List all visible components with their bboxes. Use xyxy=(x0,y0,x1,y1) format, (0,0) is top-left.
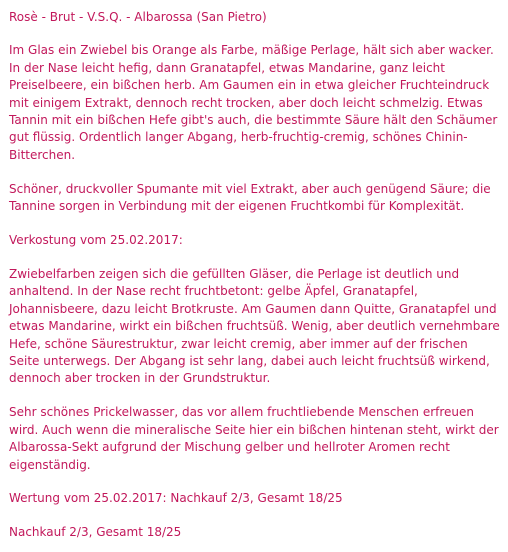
tasting-paragraph-2: Zwiebelfarben zeigen sich die gefüllten Gläser, die Perlage ist deutlich und anhaltend. In der Nase recht fruchtbetont: gelbe Äpfel, Granatapfel, Johannisbeere, dazu leicht Brotkruste. Am Gaumen dann Quitte, Granatapfel und etwas Mandarine, wirkt ein bißchen fruchtsüß. Wenig, aber deutlich vernehmbare Hefe, schöne Säurestruktur, zwar leicht cremig, aber immer auf der frischen Seite unterwegs. Der Abgang ist sehr lang, dabei auch leicht fruchtsüß wirkend, dennoch aber trocken in der Grundstruktur. xyxy=(9,266,500,386)
wine-title: Rosè - Brut - V.S.Q. - Albarossa (San Pietro) xyxy=(9,10,267,24)
tasting-notes-document xyxy=(9,9,501,542)
tasting-summary-2: Sehr schönes Prickelwasser, das vor allem fruchtliebende Menschen erfreuen wird. Auch wenn die mineralische Seite hier ein bißchen hintenan steht, wirkt der Albarossa-Sekt aufgrund der Mischung gelber und hellroter Aromen recht eigenständig. xyxy=(9,405,499,472)
tasting-paragraph-1: Im Glas ein Zwiebel bis Orange als Farbe, mäßige Perlage, hält sich aber wacker. In der Nase leicht hefig, dann Granatapfel, etwas Mandarine, ganz leicht Preiselbeere, ein bißchen herb. Am Gaumen ein in etwa gleicher Fruchteindruck mit einigem Extrakt, dennoch recht trocken, aber doch leicht schmelzig. Etwas Tannin mit ein bißchen Hefe gibt's auch, die bestimmte Säure hält den Schäumer gut flüssig. Ordentlich langer Abgang, herb-fruchtig-cremig, schönes Chinin-Bitterchen. xyxy=(9,43,498,162)
tasting-summary-1: Schöner, druckvoller Spumante mit viel Extrakt, aber auch genügend Säure; die Tannine sorgen in Verbindung mit der eigenen Fruchtkombi für Komplexität. xyxy=(9,181,491,214)
rating-summary: Nachkauf 2/3, Gesamt 18/25 xyxy=(9,525,182,540)
tasting-date-heading: Verkostung vom 25.02.2017: xyxy=(9,233,183,248)
rating-line: Wertung vom 25.02.2017: Nachkauf 2/3, Gesamt 18/25 xyxy=(9,491,343,506)
